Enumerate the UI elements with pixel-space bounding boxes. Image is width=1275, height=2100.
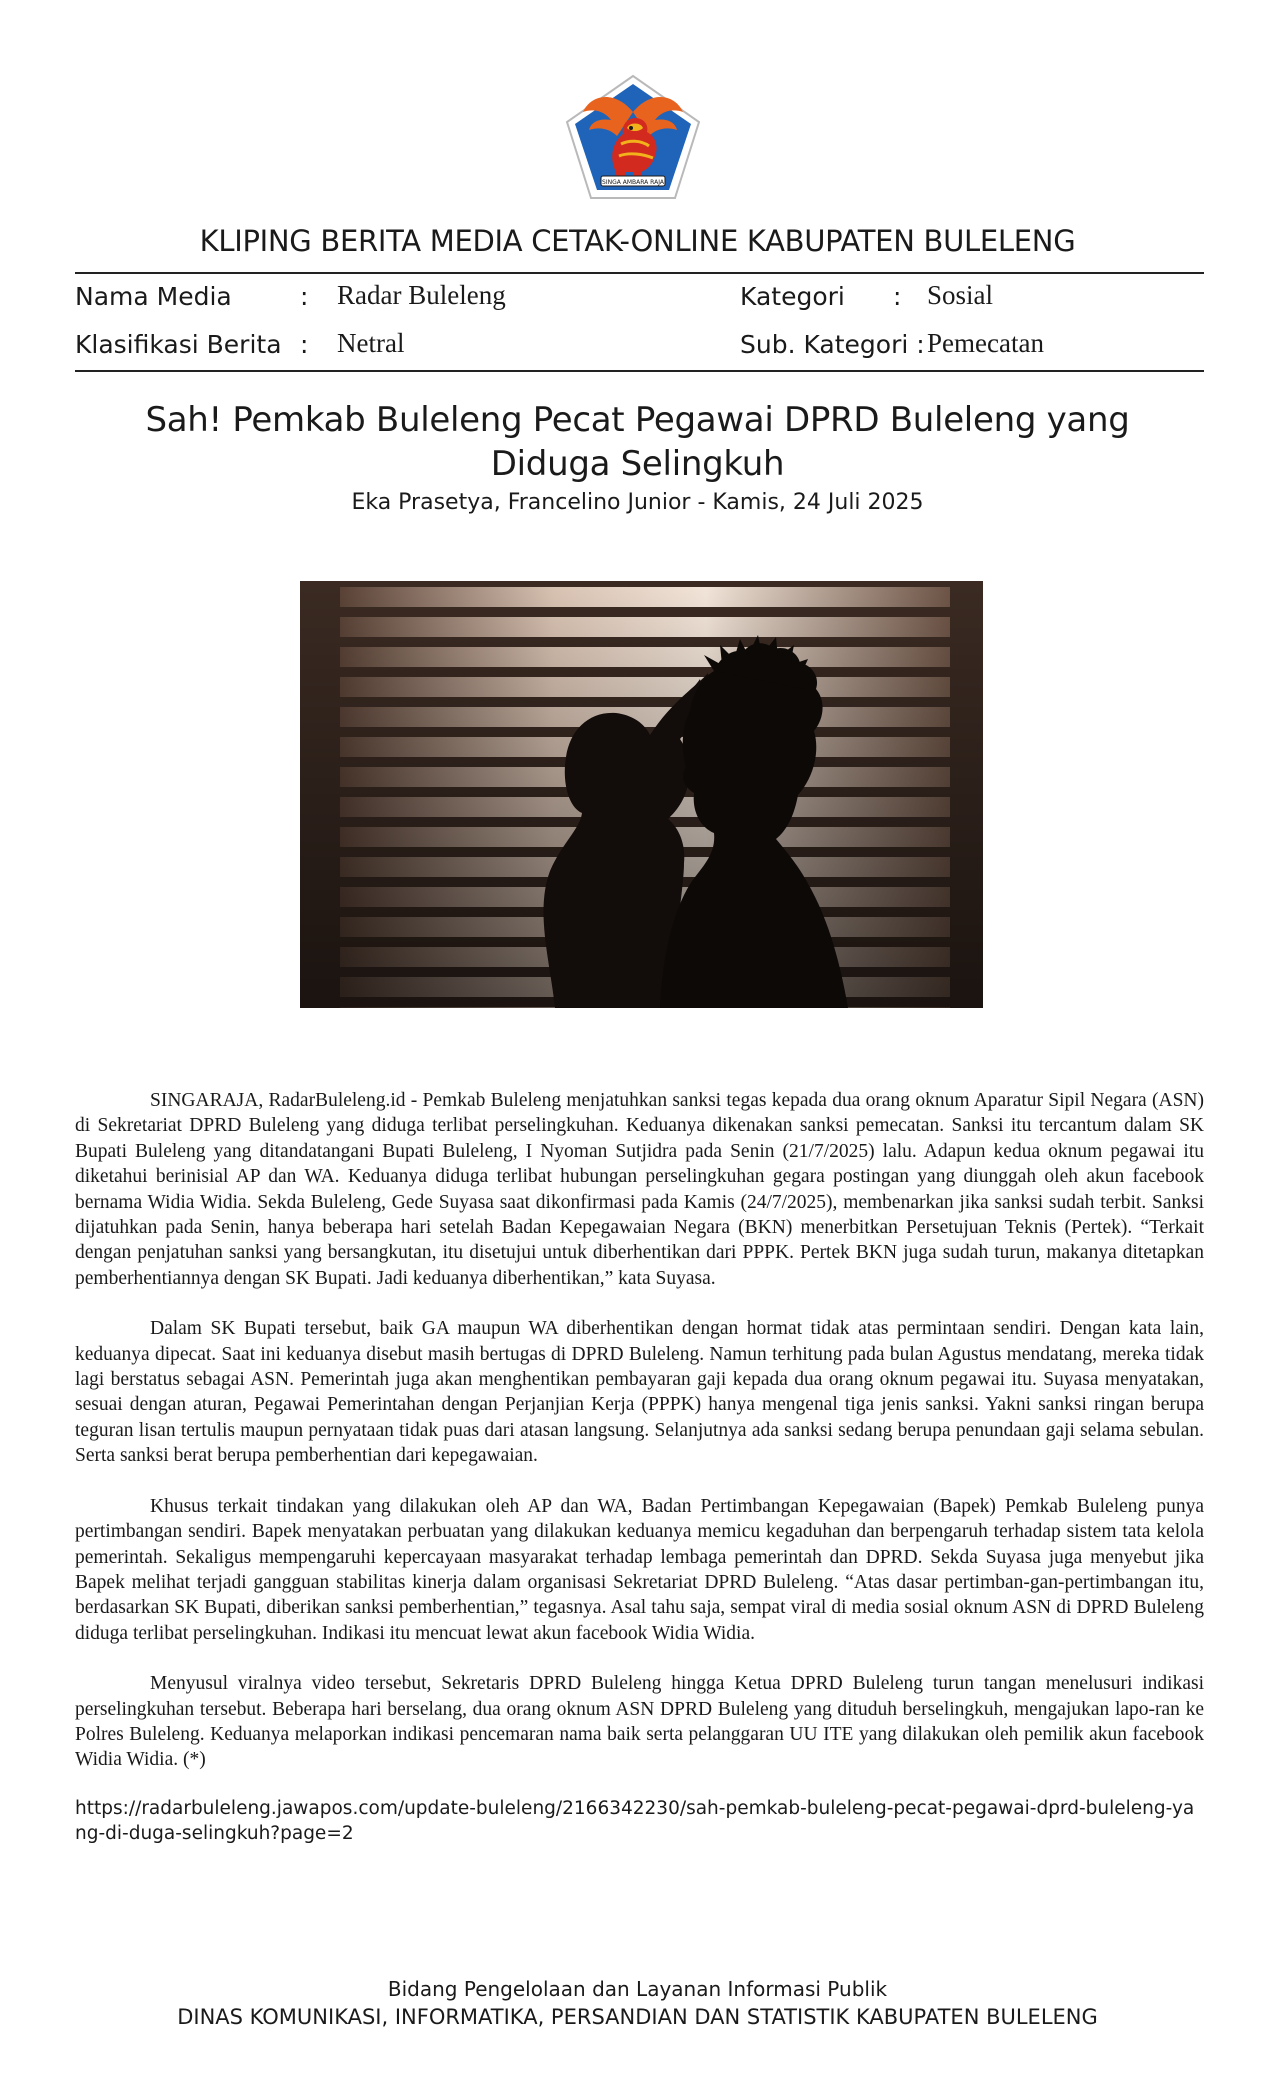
nama-media-label: Nama Media xyxy=(75,282,232,311)
meta-row-klasifikasi xyxy=(75,326,1204,366)
sub-kategori-value: Pemecatan xyxy=(927,328,1044,358)
article-paragraph-3: Khusus terkait tindakan yang dilakukan oleh AP dan WA, Badan Pertimbangan Kepegawaian (Bapek) Pemkab Buleleng punya pertimbangan sendiri. Bapek menyatakan perbuatan yang dilakukan keduanya memicu kegaduhan dan berpengaruh terhadap sistem tata kelola pemerintah. Sekaligus mempengaruhi kepercayaan masyarakat terhadap lembaga pemerintah dan DPRD. Sekda Suyasa juga menyebut jika Bapek melihat terjadi gangguan stabilitas kinerja dalam organisasi Sekretariat DPRD Buleleng. “Atas dasar pertimban-gan-pertimbangan itu, berdasarkan SK Bupati, diberikan sanksi pemberhentian,” tegasnya. Asal tahu saja, sempat viral di media sosial oknum ASN di DPRD Buleleng diduga terlibat perselingkuhan. Indikasi itu mencuat lewat akun facebook Widia Widia. xyxy=(75,1495,1204,1644)
footer-department: Bidang Pengelolaan dan Layanan Informasi Publik xyxy=(387,1977,888,2001)
article-paragraph-1: SINGARAJA, RadarBuleleng.id - Pemkab Buleleng menjatuhkan sanksi tegas kepada dua orang oknum Aparatur Sipil Negara (ASN) di Sekretariat DPRD Buleleng yang diduga terlibat perselingkuhan. Keduanya dikenakan sanksi pemecatan. Sanksi itu tercantum dalam SK Bupati Buleleng yang ditandatangani Bupati Buleleng, I Nyoman Sutjidra pada Senin (21/7/2025) lalu. Adapun kedua oknum pegawai itu diketahui berinisial AP dan WA. Keduanya diduga terlibat hubungan perselingkuhan gegara postingan yang diunggah oleh akun facebook bernama Widia Widia. Sekda Buleleng, Gede Suyasa saat dikonfirmasi pada Kamis (24/7/2025), membenarkan jika sanksi sudah terbit. Sanksi dijatuhkan pada Senin, hanya beberapa hari setelah Badan Kepegawaian Negara (BKN) menerbitkan Persetujuan Teknis (Pertek). “Terkait dengan penjatuhan sanksi yang bersangkutan, itu disetujui untuk diberhentikan dari PPPK. Pertek BKN juga sudah turun, makanya ditetapkan pemberhentiannya dengan SK Bupati. Jadi keduanya diberhentikan,” kata Suyasa. xyxy=(75,1090,1204,1289)
clipping-header-title: KLIPING BERITA MEDIA CETAK-ONLINE KABUPATEN BULELENG xyxy=(199,224,1076,258)
kategori-value: Sosial xyxy=(927,280,994,310)
article-body xyxy=(75,1088,1204,1798)
kategori-colon: : xyxy=(893,282,902,311)
source-url: https://radarbuleleng.jawapos.com/update-buleleng/2166342230/sah-pemkab-buleleng-pecat-pegawai-dprd-buleleng-yang-di-duga-selingkuh?page=2 xyxy=(75,1798,1195,1844)
klasifikasi-value: Netral xyxy=(337,328,405,358)
article-title: Sah! Pemkab Buleleng Pecat Pegawai DPRD Buleleng yang Diduga Selingkuh xyxy=(145,400,1130,484)
couple-silhouette-photo xyxy=(300,581,983,1008)
article-byline: Eka Prasetya, Francelino Junior - Kamis, 24 Juli 2025 xyxy=(351,490,924,515)
klasifikasi-colon: : xyxy=(300,330,309,359)
top-divider xyxy=(75,272,1204,274)
sub-kategori-label: Sub. Kategori : xyxy=(740,330,925,359)
nama-media-colon: : xyxy=(300,282,309,311)
nama-media-value: Radar Buleleng xyxy=(337,280,506,310)
photo-illustration xyxy=(300,581,983,1008)
kategori-label: Kategori xyxy=(740,282,845,311)
footer-agency: DINAS KOMUNIKASI, INFORMATIKA, PERSANDIAN DAN STATISTIK KABUPATEN BULELENG xyxy=(177,2005,1098,2029)
article-paragraph-4: Menyusul viralnya video tersebut, Sekretaris DPRD Buleleng hingga Ketua DPRD Buleleng turun tangan menelusuri indikasi perselingkuhan tersebut. Beberapa hari berselang, dua orang oknum ASN DPRD Buleleng yang dituduh berselingkuh, mengajukan lapo-ran ke Polres Buleleng. Keduanya melaporkan indikasi pencemaran nama baik serta pelanggaran UU ITE yang dilakukan oleh pemilik akun facebook Widia Widia. (*) xyxy=(75,1673,1204,1771)
meta-row-media xyxy=(75,278,1204,318)
bottom-divider xyxy=(75,370,1204,372)
singa-ambara-raja-crest-icon xyxy=(563,72,703,202)
article-paragraph-2: Dalam SK Bupati tersebut, baik GA maupun WA diberhentikan dengan hormat tidak atas permintaan sendiri. Dengan kata lain, keduanya dipecat. Saat ini keduanya disebut masih bertugas di DPRD Buleleng. Namun terhitung pada bulan Agustus mendatang, mereka tidak lagi berstatus sebagai ASN. Pemerintah juga akan menghentikan pembayaran gaji kepada dua orang oknum pegawai itu. Suyasa menyatakan, sesuai dengan aturan, Pegawai Pemerintahan dengan Perjanjian Kerja (PPPK) hanya mengenal tiga jenis sanksi. Yakni sanksi ringan berupa teguran lisan tertulis maupun pernyataan tidak puas dari atasan langsung. Selanjutnya ada sanksi sedang berupa penundaan gaji selama sebulan. Serta sanksi berat berupa pemberhentian dari kepegawaian. xyxy=(75,1318,1204,1467)
crest-scroll-text: SINGA AMBARA RAJA xyxy=(602,179,664,186)
klasifikasi-label: Klasifikasi Berita xyxy=(75,330,282,359)
